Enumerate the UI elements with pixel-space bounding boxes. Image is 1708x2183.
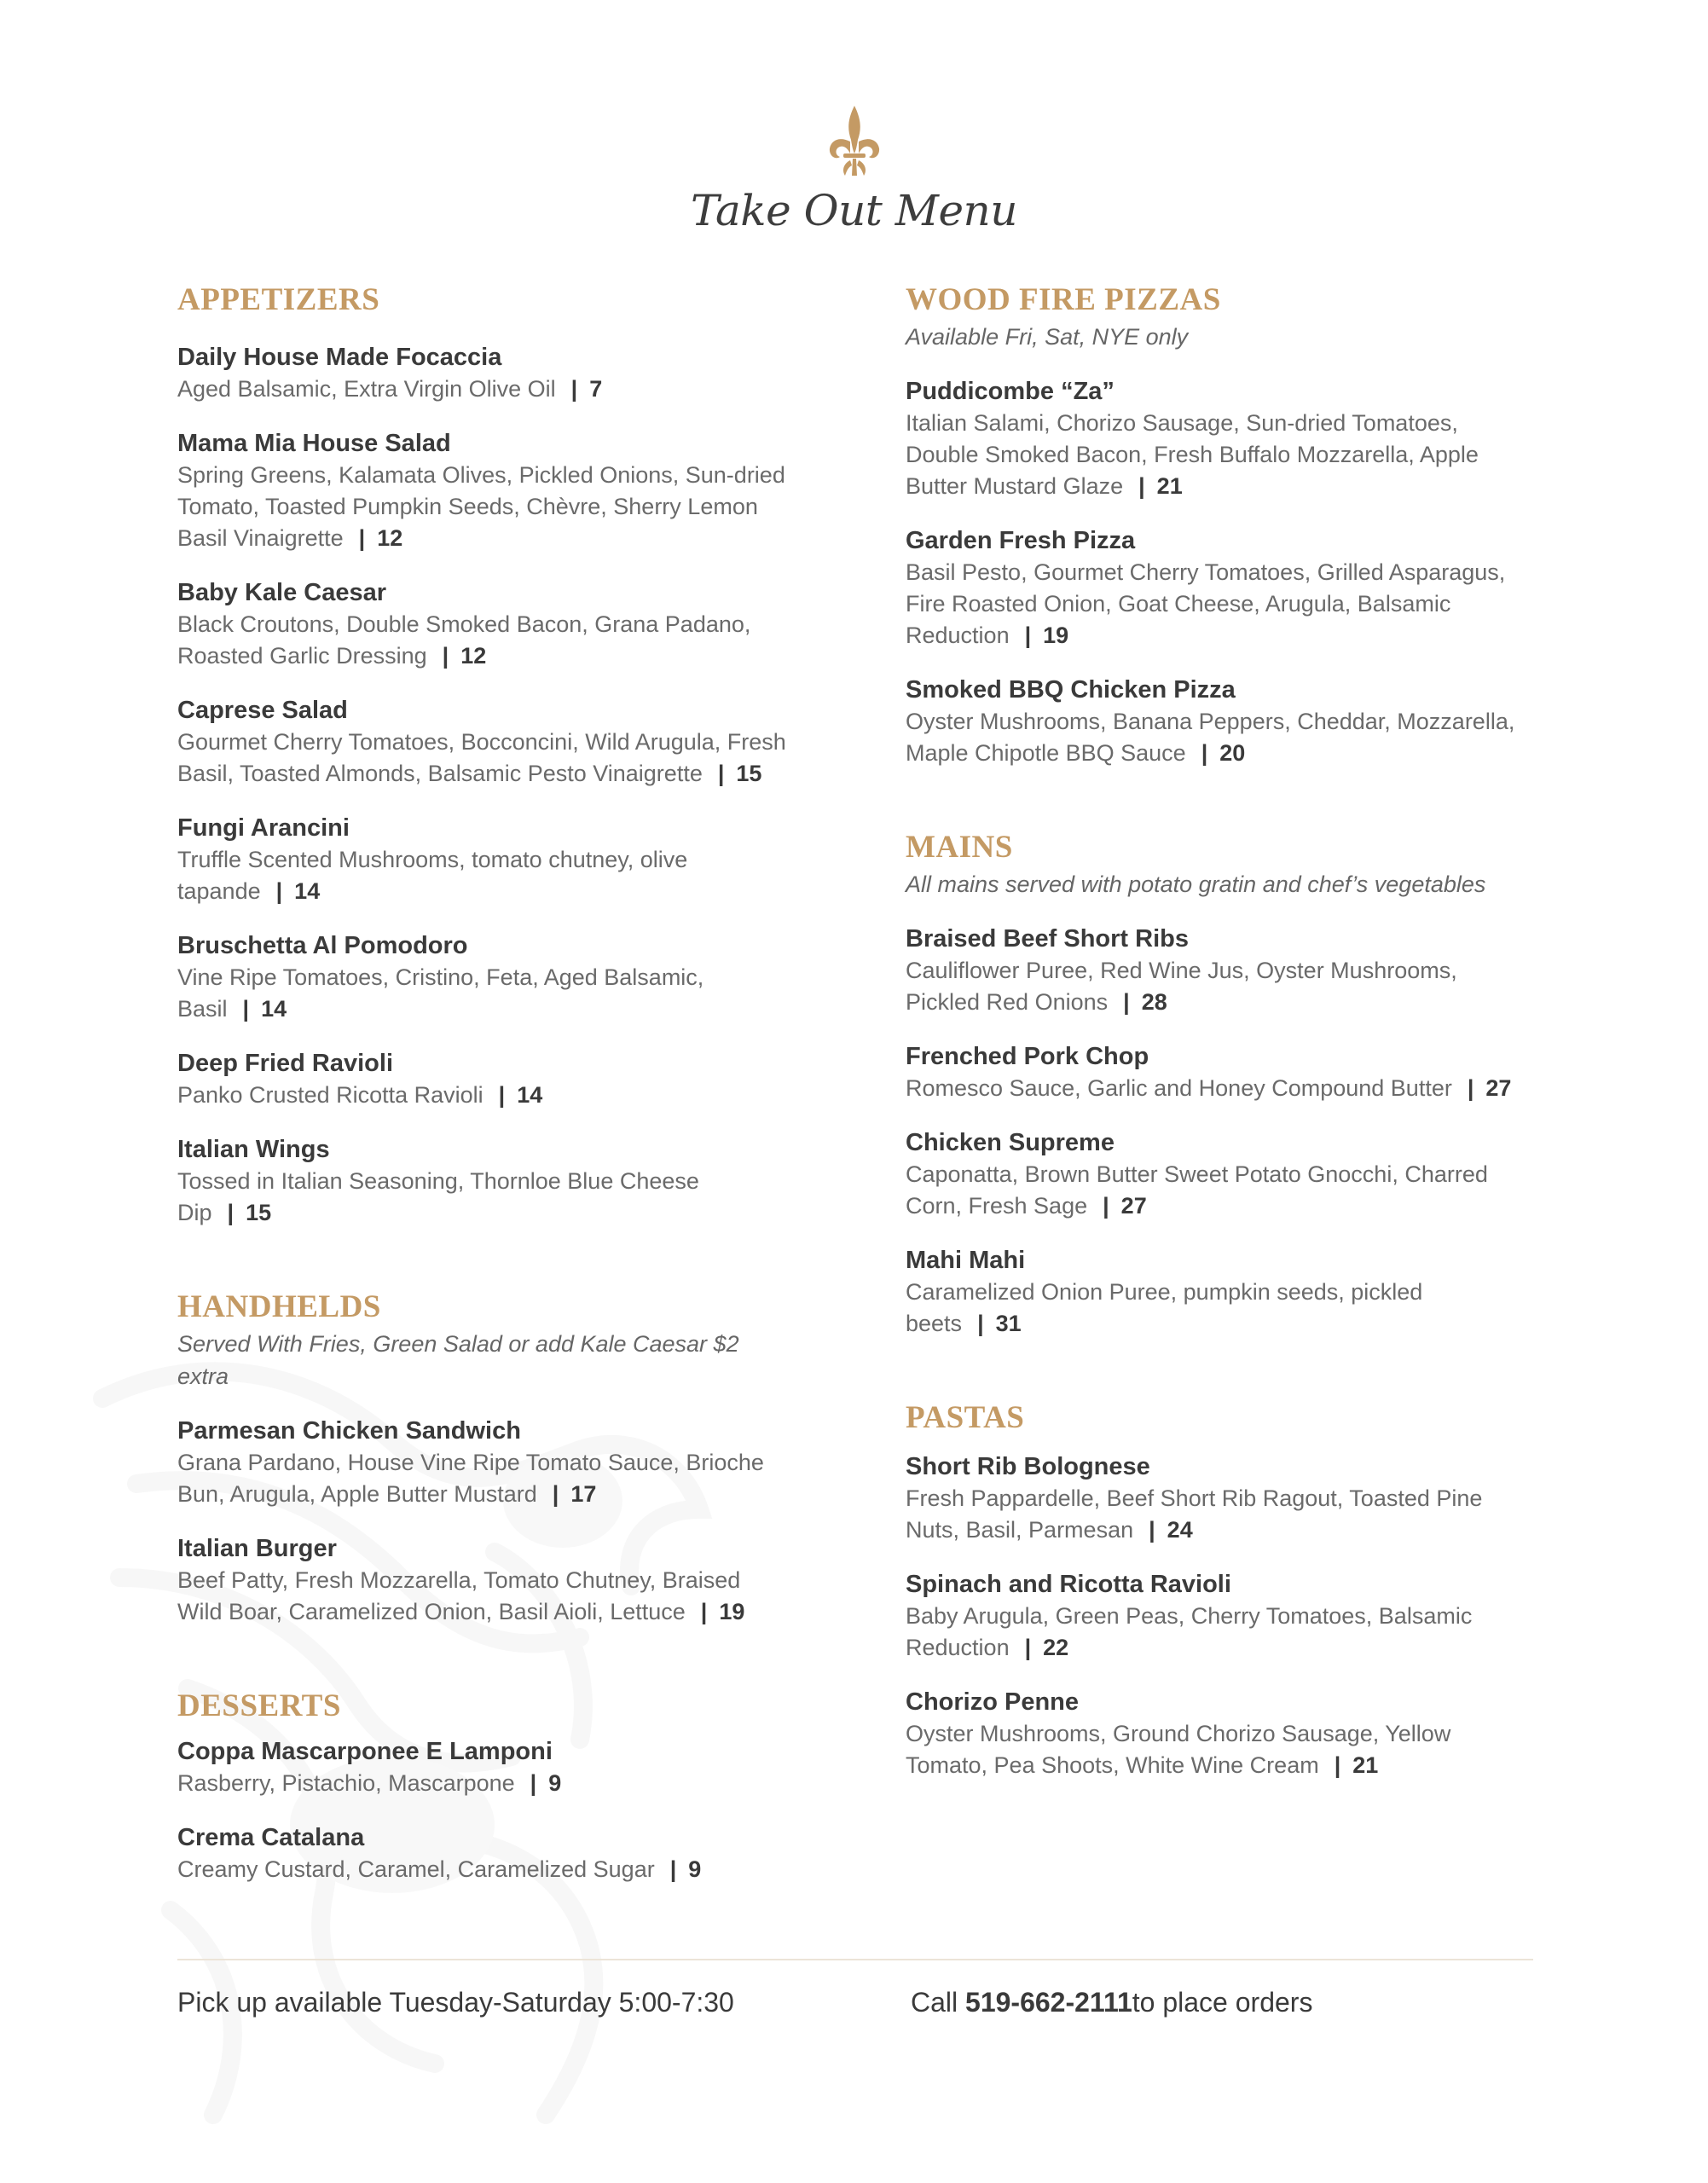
menu-item xyxy=(177,1047,791,1111)
price-separator: | xyxy=(358,525,366,551)
menu-item-desc-text: Gourmet Cherry Tomatoes, Bocconcini, Wild Arugula, Fresh Basil, Toasted Almonds, Balsamic Pesto Vinaigrette xyxy=(177,729,786,786)
price-separator: | xyxy=(700,1599,708,1624)
footer-divider xyxy=(177,1959,1533,1960)
menu-item-desc-text: Baby Arugula, Green Peas, Cherry Tomatoes, Balsamic Reduction xyxy=(906,1603,1473,1660)
menu-item-desc-text: Tossed in Italian Seasoning, Thornloe Blue Cheese Dip xyxy=(177,1168,699,1225)
menu-item-price: 19 xyxy=(719,1599,745,1624)
menu-item xyxy=(906,1686,1537,1781)
menu-item-price: 21 xyxy=(1352,1752,1379,1778)
mains-note: All mains served with potato gratin and chef’s vegetables xyxy=(906,871,1486,897)
section-title-appetizers: APPETIZERS xyxy=(177,282,380,317)
handhelds-list xyxy=(177,1415,791,1628)
menu-item-price: 15 xyxy=(736,761,762,786)
price-separator: | xyxy=(1201,740,1208,766)
menu-item-price: 14 xyxy=(517,1082,543,1108)
price-separator: | xyxy=(1024,622,1032,648)
pizzas-list xyxy=(906,375,1537,769)
menu-item-name: Fungi Arancini xyxy=(177,814,350,842)
price-separator: | xyxy=(1467,1075,1474,1101)
menu-item-name: Bruschetta Al Pomodoro xyxy=(177,932,468,959)
menu-item-price: 12 xyxy=(377,525,403,551)
menu-item-desc-text: Cauliflower Puree, Red Wine Jus, Oyster Mushrooms, Pickled Red Onions xyxy=(906,958,1457,1015)
price-separator: | xyxy=(530,1770,537,1796)
price-separator: | xyxy=(1103,1193,1109,1219)
handhelds-section xyxy=(177,1288,791,1628)
menu-item-desc-text: Black Croutons, Double Smoked Bacon, Grana Padano, Roasted Garlic Dressing xyxy=(177,611,751,669)
pizzas-section xyxy=(906,281,1537,769)
menu-item xyxy=(177,576,791,672)
menu-item xyxy=(177,1821,791,1885)
menu-item-description xyxy=(177,1565,791,1628)
menu-item-name: Chorizo Penne xyxy=(906,1688,1080,1716)
pastas-list xyxy=(906,1451,1537,1781)
menu-item-description xyxy=(177,727,791,790)
menu-item-desc-text: Caponatta, Brown Butter Sweet Potato Gnocchi, Charred Corn, Fresh Sage xyxy=(906,1161,1488,1219)
menu-item xyxy=(177,929,791,1025)
menu-item xyxy=(906,674,1537,769)
call-prefix: Call xyxy=(911,1987,958,2018)
pickup-hours: Pick up available Tuesday-Saturday 5:00-7:30 xyxy=(177,1987,734,2018)
price-separator: | xyxy=(242,996,250,1022)
menu-item-description xyxy=(906,408,1537,502)
pastas-section xyxy=(906,1399,1537,1781)
menu-item-name: Frenched Pork Chop xyxy=(906,1043,1149,1070)
menu-item-name: Italian Burger xyxy=(177,1535,337,1562)
menu-item-desc-text: Oyster Mushrooms, Banana Peppers, Cheddar, Mozzarella, Maple Chipotle BBQ Sauce xyxy=(906,709,1515,766)
right-column xyxy=(906,281,1537,1781)
menu-item-desc-text: Truffle Scented Mushrooms, tomato chutney, olive tapande xyxy=(177,847,688,904)
menu-item-price: 15 xyxy=(246,1200,272,1225)
appetizers-list xyxy=(177,341,791,1229)
menu-item-desc-text: Grana Pardano, House Vine Ripe Tomato Sauce, Brioche Bun, Arugula, Apple Butter Mustard xyxy=(177,1450,764,1507)
menu-item-price: 9 xyxy=(688,1856,702,1882)
menu-item-name: Crema Catalana xyxy=(177,1824,365,1851)
menu-item-price: 31 xyxy=(995,1311,1022,1336)
call-to-order xyxy=(911,1987,1312,2018)
menu-item-desc-text: Fresh Pappardelle, Beef Short Rib Ragout, Toasted Pine Nuts, Basil, Parmesan xyxy=(906,1485,1483,1543)
menu-item-description xyxy=(177,962,791,1025)
price-separator: | xyxy=(552,1481,559,1507)
section-title-pastas: PASTAS xyxy=(906,1400,1025,1435)
menu-item xyxy=(177,1735,791,1799)
menu-item-name: Mama Mia House Salad xyxy=(177,430,451,457)
menu-item-desc-text: Spring Greens, Kalamata Olives, Pickled Onions, Sun-dried Tomato, Toasted Pumpkin Seeds, Chèvre, Sherry Lemon Basil Vinaigrette xyxy=(177,462,785,551)
menu-item-description xyxy=(906,1483,1537,1546)
menu-item-description xyxy=(906,955,1537,1018)
desserts-list xyxy=(177,1735,791,1885)
desserts-section xyxy=(177,1688,791,1885)
menu-item-name: Caprese Salad xyxy=(177,697,348,724)
menu-item-desc-text: Italian Salami, Chorizo Sausage, Sun-dried Tomatoes, Double Smoked Bacon, Fresh Buffalo Mozzarella, Apple Butter Mustard Glaze xyxy=(906,410,1479,499)
menu-item xyxy=(906,1040,1537,1104)
menu-item-name: Chicken Supreme xyxy=(906,1129,1115,1156)
menu-item xyxy=(177,1532,791,1628)
menu-item-description xyxy=(906,1277,1537,1340)
price-separator: | xyxy=(1149,1517,1155,1543)
menu-item-description xyxy=(906,706,1537,769)
section-title-desserts: DESSERTS xyxy=(177,1688,341,1723)
price-separator: | xyxy=(717,761,725,786)
menu-item-description xyxy=(177,844,791,907)
menu-item-name: Puddicombe “Za” xyxy=(906,378,1115,405)
mains-list xyxy=(906,923,1537,1340)
menu-item-description xyxy=(177,373,791,405)
section-title-pizzas: WOOD FIRE PIZZAS xyxy=(906,282,1221,317)
menu-item-description xyxy=(906,1718,1537,1781)
menu-item-name: Spinach and Ricotta Ravioli xyxy=(906,1571,1231,1598)
phone-number[interactable]: 519-662-2111 xyxy=(965,1987,1132,2018)
menu-item-desc-text: Panko Crusted Ricotta Ravioli xyxy=(177,1082,483,1108)
menu-item-price: 14 xyxy=(294,878,321,904)
menu-item-description xyxy=(177,1768,791,1799)
menu-item-desc-text: Caramelized Onion Puree, pumpkin seeds, pickled beets xyxy=(906,1279,1423,1336)
menu-item-price: 27 xyxy=(1485,1075,1512,1101)
menu-item-price: 19 xyxy=(1043,622,1069,648)
call-suffix: to place orders xyxy=(1132,1987,1313,2018)
menu-item-desc-text: Creamy Custard, Caramel, Caramelized Sugar xyxy=(177,1856,655,1882)
menu-item xyxy=(906,1126,1537,1222)
menu-item-description xyxy=(177,1080,791,1111)
menu-item-desc-text: Rasberry, Pistachio, Mascarpone xyxy=(177,1770,515,1796)
menu-item xyxy=(906,1451,1537,1546)
menu-item-name: Parmesan Chicken Sandwich xyxy=(177,1417,521,1445)
menu-item xyxy=(906,923,1537,1018)
menu-item-description xyxy=(906,1601,1537,1664)
menu-item-desc-text: Beef Patty, Fresh Mozzarella, Tomato Chutney, Braised Wild Boar, Caramelized Onion, Basil Aioli, Lettuce xyxy=(177,1567,741,1624)
pizzas-note: Available Fri, Sat, NYE only xyxy=(906,324,1189,350)
menu-item xyxy=(906,1568,1537,1664)
menu-item-desc-text: Basil Pesto, Gourmet Cherry Tomatoes, Grilled Asparagus, Fire Roasted Onion, Goat Cheese, Arugula, Balsamic Reduction xyxy=(906,559,1506,648)
menu-item-name: Daily House Made Focaccia xyxy=(177,344,502,371)
price-separator: | xyxy=(570,376,578,402)
price-separator: | xyxy=(1123,989,1130,1015)
menu-item-price: 21 xyxy=(1156,473,1183,499)
price-separator: | xyxy=(1138,473,1145,499)
menu-item xyxy=(906,524,1537,651)
fleur-de-lis-icon xyxy=(825,102,884,179)
page-title: Take Out Menu xyxy=(691,186,1017,235)
menu-item-price: 12 xyxy=(460,643,487,669)
price-separator: | xyxy=(1024,1635,1032,1660)
menu-item-description xyxy=(177,1854,791,1885)
menu-item-price: 24 xyxy=(1167,1517,1193,1543)
menu-item-price: 22 xyxy=(1043,1635,1069,1660)
menu-item-desc-text: Romesco Sauce, Garlic and Honey Compound Butter xyxy=(906,1075,1452,1101)
menu-item-name: Braised Beef Short Ribs xyxy=(906,925,1189,953)
menu-item-description xyxy=(906,1073,1537,1104)
menu-item-description xyxy=(177,1447,791,1510)
price-separator: | xyxy=(442,643,449,669)
menu-item-desc-text: Oyster Mushrooms, Ground Chorizo Sausage, Yellow Tomato, Pea Shoots, White Wine Cream xyxy=(906,1721,1451,1778)
handhelds-note: Served With Fries, Green Salad or add Kale Caesar $2 extra xyxy=(177,1331,739,1389)
menu-item-name: Coppa Mascarponee E Lamponi xyxy=(177,1738,553,1765)
price-separator: | xyxy=(977,1311,984,1336)
menu-item xyxy=(177,694,791,790)
menu-item-description xyxy=(177,460,791,554)
menu-item-name: Deep Fried Ravioli xyxy=(177,1050,394,1077)
menu-item xyxy=(177,341,791,405)
price-separator: | xyxy=(1334,1752,1341,1778)
price-separator: | xyxy=(669,1856,677,1882)
menu-item-name: Mahi Mahi xyxy=(906,1247,1026,1274)
menu-item-description xyxy=(177,1166,791,1229)
menu-item-price: 7 xyxy=(589,376,603,402)
menu-item xyxy=(906,375,1537,502)
menu-item-description xyxy=(906,1159,1537,1222)
menu-item-price: 27 xyxy=(1120,1193,1147,1219)
menu-item-price: 14 xyxy=(261,996,287,1022)
menu-item-price: 17 xyxy=(570,1481,597,1507)
appetizers-section xyxy=(177,281,791,1229)
menu-item-name: Short Rib Bolognese xyxy=(906,1453,1150,1480)
menu-header xyxy=(0,102,1708,235)
menu-item-description xyxy=(177,609,791,672)
menu-item-price: 9 xyxy=(548,1770,562,1796)
mains-section xyxy=(906,829,1537,1340)
menu-item-name: Italian Wings xyxy=(177,1136,330,1163)
menu-item xyxy=(177,427,791,554)
menu-item-name: Garden Fresh Pizza xyxy=(906,527,1136,554)
menu-item xyxy=(906,1244,1537,1340)
section-title-mains: MAINS xyxy=(906,830,1013,865)
menu-item-desc-text: Aged Balsamic, Extra Virgin Olive Oil xyxy=(177,376,556,402)
price-separator: | xyxy=(498,1082,506,1108)
menu-item-name: Smoked BBQ Chicken Pizza xyxy=(906,676,1236,704)
menu-item xyxy=(177,1415,791,1510)
menu-item-price: 28 xyxy=(1141,989,1167,1015)
menu-item xyxy=(177,1133,791,1229)
menu-item-name: Baby Kale Caesar xyxy=(177,579,387,606)
section-title-handhelds: HANDHELDS xyxy=(177,1289,381,1324)
menu-item-description xyxy=(906,557,1537,651)
price-separator: | xyxy=(275,878,283,904)
menu-item xyxy=(177,812,791,907)
left-column xyxy=(177,281,791,1885)
menu-item-desc-text: Vine Ripe Tomatoes, Cristino, Feta, Aged Balsamic, Basil xyxy=(177,964,704,1022)
price-separator: | xyxy=(227,1200,234,1225)
menu-item-price: 20 xyxy=(1219,740,1246,766)
